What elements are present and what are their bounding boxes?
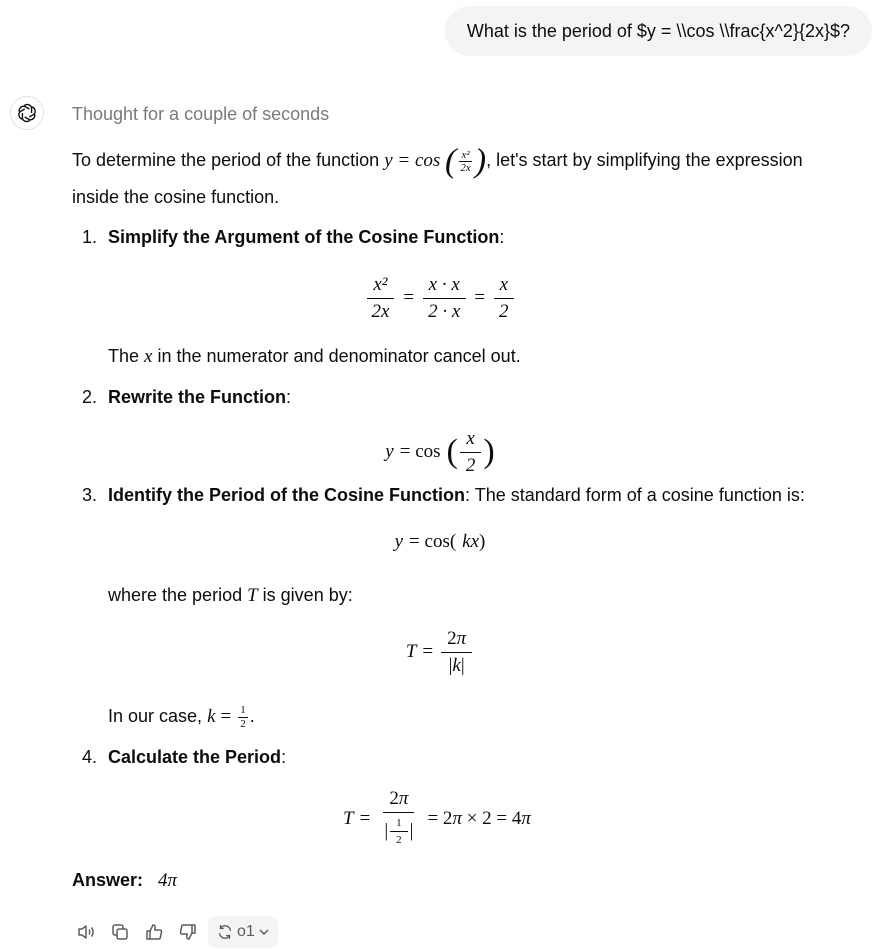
chevron-down-icon [258, 926, 270, 938]
answer-line: Answer: 4π [72, 870, 178, 891]
thumbs-up-button[interactable] [140, 917, 168, 947]
thumbs-down-button[interactable] [174, 917, 202, 947]
model-label: o1 [237, 923, 255, 940]
step-3: 3. Identify the Period of the Cosine Function: The standard form of a cosine function is: [82, 485, 805, 505]
math-inline-function: y = cos ( $\frac{\text{x²}}{2x}$ ) [384, 142, 487, 180]
user-message-bubble [445, 6, 872, 56]
step-4: 4. Calculate the Period: [82, 747, 287, 767]
step-1-note: The x in the numerator and denominator cancel out. [108, 346, 521, 367]
math-display-period-formula: T = $\frac{2\pi}{|k|}$ [0, 626, 880, 679]
math-display-rewrite: y = cos ( $\frac{x}{2}$ ) [385, 428, 495, 476]
math-display-period-calc: T = 2π | $\frac{1}{2}$ | = 2π × 2 = 4π [343, 788, 531, 847]
math-display-simplify: $\frac{\text{x²}}{2x}$ = $\frac{x \cdot x}{2 \cdot x}$ = $\frac{x}{2}$ [0, 272, 880, 325]
speaker-icon [76, 922, 96, 942]
message-actions [72, 916, 278, 948]
step-1: 1. Simplify the Argument of the Cosine Function: [82, 227, 505, 247]
step-2: 2. Rewrite the Function: [82, 387, 292, 407]
step-3-where: where the period T is given by: [108, 585, 353, 606]
step-3-case: In our case, k = $\frac{1}{2}$ . [108, 704, 255, 730]
intro-paragraph: To determine the period of the function y = cos ( $\frac{\text{x²}}{2x}$ ), let's start by simplifying the expression inside the cosine function. [72, 142, 803, 207]
thumbs-up-icon [144, 922, 164, 942]
assistant-avatar [10, 96, 44, 130]
regenerate-model-button[interactable] [208, 916, 278, 948]
thumbs-down-icon [178, 922, 198, 942]
thought-status[interactable]: Thought for a couple of seconds [72, 104, 330, 124]
openai-logo-icon [16, 102, 38, 124]
regenerate-icon [216, 923, 234, 941]
user-message-text: What is the period of $y = \\cos \\frac{x^2}{2x}$? [466, 20, 850, 41]
copy-button[interactable] [106, 917, 134, 947]
read-aloud-button[interactable] [72, 917, 100, 947]
math-display-standard-form: y = cos( kx ) [394, 531, 486, 552]
copy-icon [110, 922, 130, 942]
